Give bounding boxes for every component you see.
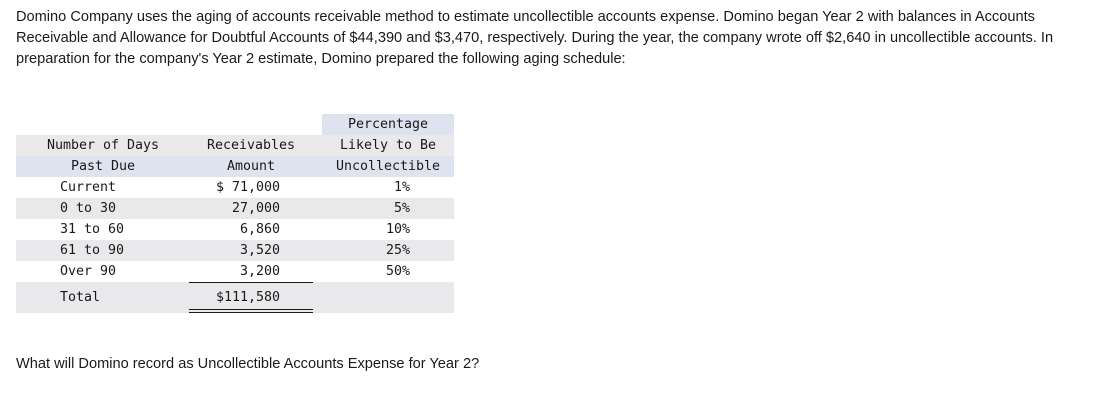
total-label: Total: [60, 290, 101, 305]
total-double-rule-bottom: [189, 312, 313, 313]
row-days-current: Current: [60, 180, 117, 195]
header-percentage-line3: Uncollectible: [335, 159, 441, 174]
row-amount-current: $ 71,000: [215, 180, 280, 195]
header-days-line2: Past Due: [70, 159, 136, 174]
header-percentage-line2: Likely to Be: [339, 138, 437, 153]
row-percent-61-90: 25%: [385, 243, 410, 258]
total-amount: $111,580: [215, 290, 280, 305]
row-amount-0-30: 27,000: [231, 201, 280, 216]
question-text: What will Domino record as Uncollectible Accounts Expense for Year 2?: [16, 356, 480, 372]
row-days-0-30: 0 to 30: [60, 201, 117, 216]
row-percent-current: 1%: [393, 180, 410, 195]
header-days-line1: Number of Days: [46, 138, 160, 153]
row-amount-over-90: 3,200: [239, 264, 280, 279]
row-days-61-90: 61 to 90: [60, 243, 125, 258]
header-percentage-line1: Percentage: [347, 117, 429, 132]
header-receivables-line2: Amount: [226, 159, 276, 174]
row-days-over-90: Over 90: [60, 264, 117, 279]
row-percent-over-90: 50%: [385, 264, 410, 279]
row-percent-31-60: 10%: [385, 222, 410, 237]
subtotal-rule: [189, 282, 313, 283]
header-receivables-line1: Receivables: [206, 138, 296, 153]
problem-intro: Domino Company uses the aging of accounts receivable method to estimate uncollectible accounts expense. Domino began Year 2 with balances in Accounts Receivable and Allowance for Doubtful Accounts of $44,390 and $3,470, respectively. During the year, the company wrote off $2,640 in uncollectible accounts. In preparation for the company's Year 2 estimate, Domino prepared the following aging schedule:: [16, 9, 1054, 67]
row-amount-61-90: 3,520: [239, 243, 280, 258]
row-percent-0-30: 5%: [393, 201, 410, 216]
row-amount-31-60: 6,860: [239, 222, 280, 237]
total-double-rule-top: [189, 309, 313, 310]
aging-schedule-table: [16, 114, 454, 313]
row-days-31-60: 31 to 60: [60, 222, 125, 237]
